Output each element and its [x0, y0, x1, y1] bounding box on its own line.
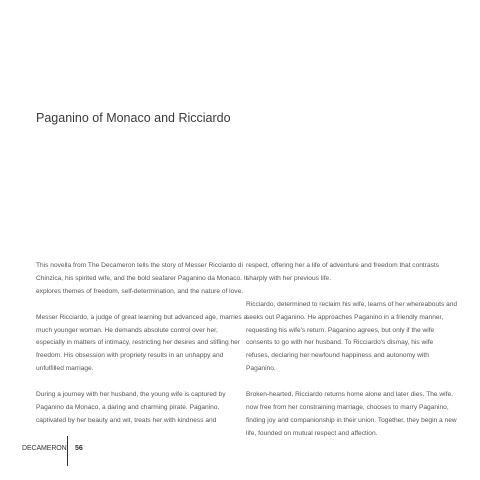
footer-divider — [67, 436, 68, 466]
paragraph: Broken-hearted, Ricciardo returns home alone and later dies. The wife, now free from her constraining marriage, chooses to marry Paganino, finding joy and companionship in their union. Together, they begin a new life, founded on mutual respect and affection. — [246, 391, 457, 437]
right-text-column — [246, 260, 458, 454]
paragraph: Ricciardo, determined to reclaim his wife, learns of her whereabouts and seeks out Paganino. He approaches Paganino in a friendly manner, requesting his wife's return. Paganino agrees, but only if the wife consents to go with her husband. To Ricciardo's dismay, his wife refuses, declaring her newfound happiness and autonomy with Paganino. — [246, 300, 458, 373]
page-number: 56 — [75, 445, 83, 452]
paragraph: Messer Ricciardo, a judge of great learning but advanced age, marries a much younger woman. He demands absolute control over her, especially in matters of intimacy, restricting her desires and stifling her freedom. His obsession with propriety results in an unhappy and unfulfilled marriage. — [36, 313, 248, 373]
paragraph: respect, offering her a life of adventure and freedom that contrasts sharply with her previous life. — [246, 262, 440, 282]
paragraph: This novella from The Decameron tells the story of Messer Ricciardo di Chinzica, his spirited wife, and the bold seafarer Paganino da Monaco. It explores themes of freedom, self-determination, and the nature of love. — [36, 262, 248, 295]
paragraph: During a journey with her husband, the young wife is captured by Paganino da Monaco, a daring and charming pirate. Paganino, captivated by her beauty and wit, treats her with kindness and — [36, 391, 226, 424]
left-text-column — [36, 260, 248, 441]
running-footer-label: DECAMERON — [22, 445, 67, 452]
page-title: Paganino of Monaco and Ricciardo — [36, 111, 231, 125]
